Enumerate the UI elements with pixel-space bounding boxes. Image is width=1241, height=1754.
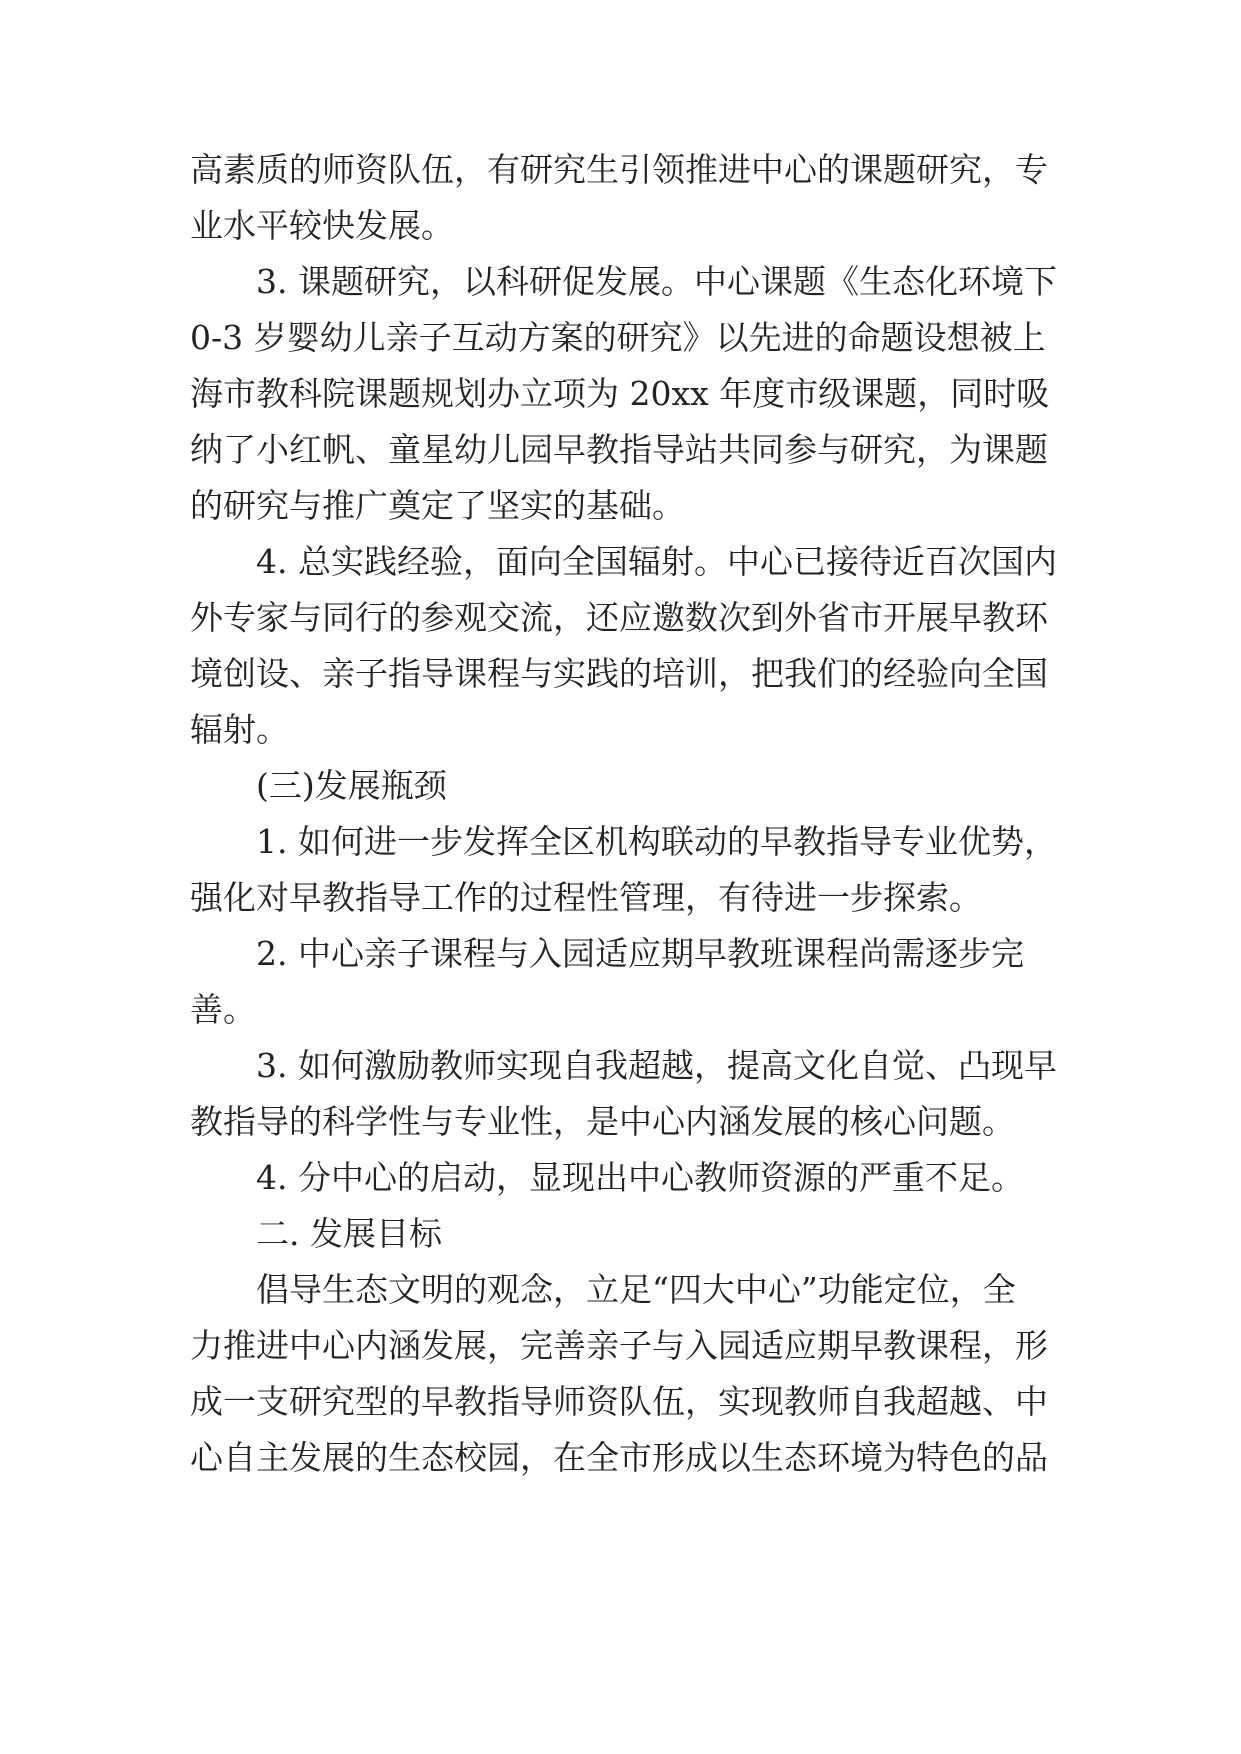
text-line: 力推进中心内涵发展，完善亲子与入园适应期早教课程，形 <box>190 1326 1048 1365</box>
text-line: 的研究与推广奠定了坚实的基础。 <box>190 486 685 525</box>
text-line: 4. 总实践经验，面向全国辐射。中心已接待近百次国内 <box>256 542 1057 581</box>
text-line: 成一支研究型的早教指导师资队伍，实现教师自我超越、中 <box>190 1382 1048 1421</box>
text-line: 纳了小红帆、童星幼儿园早教指导站共同参与研究，为课题 <box>190 430 1048 469</box>
text-line: 2. 中心亲子课程与入园适应期早教班课程尚需逐步完 <box>256 934 1024 973</box>
text-line: 境创设、亲子指导课程与实践的培训，把我们的经验向全国 <box>190 654 1048 693</box>
text-line: 3. 如何激励教师实现自我超越，提高文化自觉、凸现早 <box>256 1046 1057 1085</box>
text-line: 海市教科院课题规划办立项为 20xx 年度市级课题，同时吸 <box>190 374 1050 413</box>
text-line: 3. 课题研究，以科研促发展。中心课题《生态化环境下 <box>256 262 1057 301</box>
text-line: 心自主发展的生态校园，在全市形成以生态环境为特色的品 <box>190 1438 1048 1477</box>
text-line: 1. 如何进一步发挥全区机构联动的早教指导专业优势， <box>256 822 1057 861</box>
text-line: 强化对早教指导工作的过程性管理，有待进一步探索。 <box>190 878 982 917</box>
section-heading: (三)发展瓶颈 <box>256 766 447 805</box>
text-line: 教指导的科学性与专业性，是中心内涵发展的核心问题。 <box>190 1102 1015 1141</box>
text-line: 0-3 岁婴幼儿亲子互动方案的研究》以先进的命题设想被上 <box>190 318 1046 357</box>
section-heading: 二. 发展目标 <box>256 1214 442 1253</box>
text-line: 善。 <box>190 990 256 1029</box>
text-line: 4. 分中心的启动，显现出中心教师资源的严重不足。 <box>256 1158 1024 1197</box>
text-line: 外专家与同行的参观交流，还应邀数次到外省市开展早教环 <box>190 598 1048 637</box>
text-line: 倡导生态文明的观念，立足“四大中心”功能定位，全 <box>256 1270 1016 1309</box>
text-line: 业水平较快发展。 <box>190 206 454 245</box>
text-line: 辐射。 <box>190 710 289 749</box>
text-line: 高素质的师资队伍，有研究生引领推进中心的课题研究，专 <box>190 150 1048 189</box>
